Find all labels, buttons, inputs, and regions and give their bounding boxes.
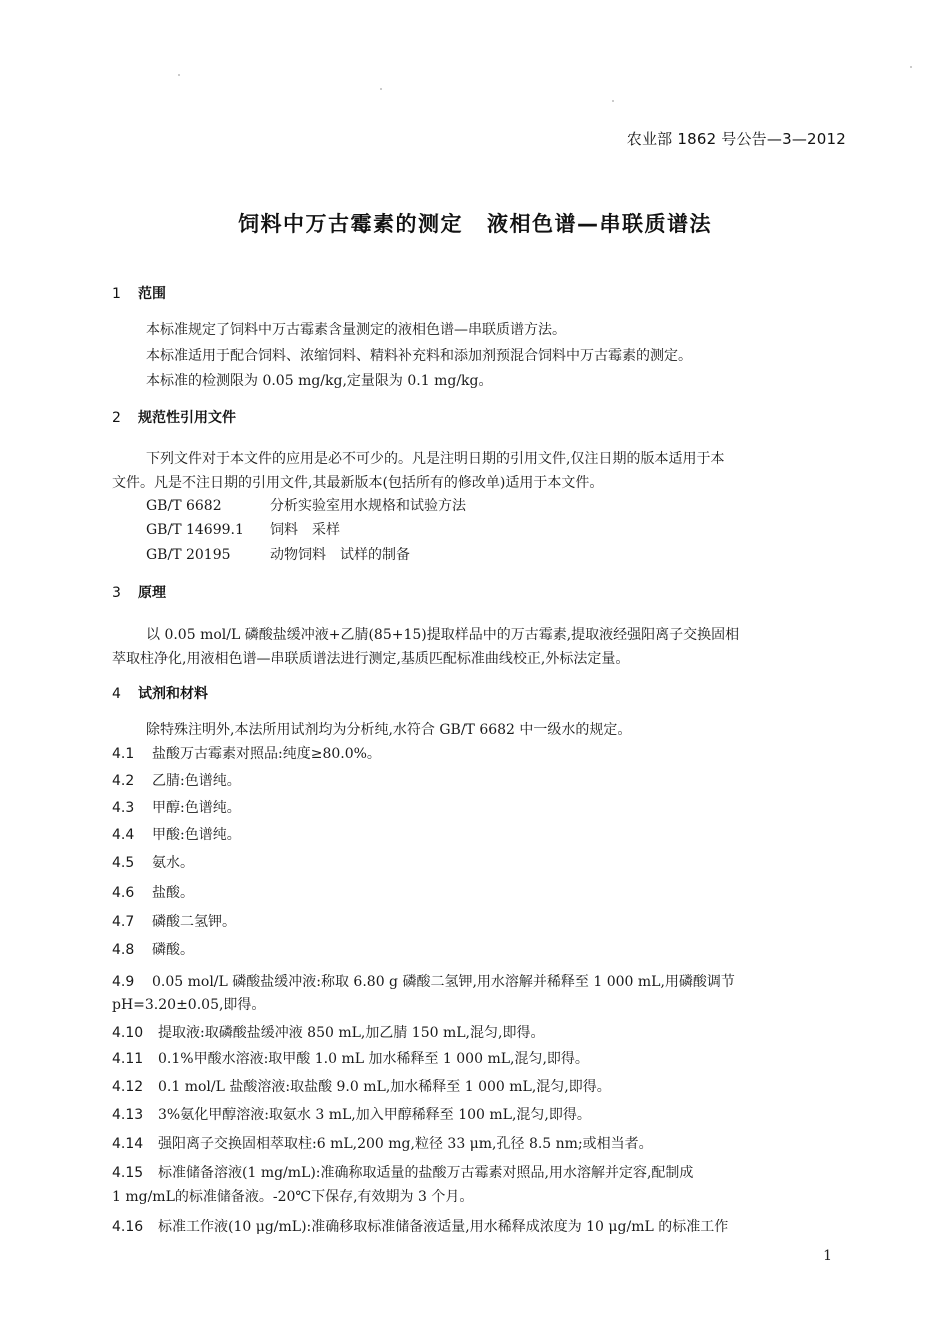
paragraph-line: 萃取柱净化,用液相色谱—串联质谱法进行测定,基质匹配标准曲线校正,外标法定量。 [112,651,630,667]
normative-reference [146,521,340,539]
list-item [112,1218,728,1236]
item-number: 4.14 [112,1136,144,1152]
list-item [112,826,241,844]
paragraph-line: 文件。凡是不注日期的引用文件,其最新版本(包括所有的修改单)适用于本文件。 [112,475,604,491]
title-part-1: 饲料中万古霉素的测定 [238,212,463,236]
item-number: 4.13 [112,1107,144,1123]
item-number: 4.2 [112,773,135,789]
item-number: 4.1 [112,746,135,762]
section-title: 规范性引用文件 [138,410,236,426]
item-number: 4.16 [112,1219,144,1235]
reference-code: GB/T 6682 [146,498,222,514]
list-item [112,854,194,872]
item-text: 磷酸二氢钾。 [152,914,236,930]
list-item [112,1135,653,1153]
item-text: 磷酸。 [152,942,194,958]
section-title: 原理 [138,585,166,601]
paragraph-line: 本标准规定了饲料中万古霉素含量测定的液相色谱—串联质谱方法。 [146,322,566,338]
list-item [112,772,241,790]
scan-speck [178,74,180,76]
section-number: 4 [112,686,121,702]
normative-reference [146,497,466,515]
item-text: 0.1 mol/L 盐酸溶液:取盐酸 9.0 mL,加水稀释至 1 000 mL,混匀,即得。 [158,1079,611,1095]
scan-speck [910,66,912,68]
item-number: 4.12 [112,1079,144,1095]
list-item [112,1106,591,1124]
item-number: 4.10 [112,1025,144,1041]
item-text: 盐酸万古霉素对照品:纯度≥80.0%。 [152,746,381,762]
item-number: 4.11 [112,1051,144,1067]
list-item-continuation: 1 mg/mL的标准储备液。-20℃下保存,有效期为 3 个月。 [112,1189,474,1205]
item-text: 标准储备溶液(1 mg/mL):准确称取适量的盐酸万古霉素对照品,用水溶解并定容,配制成 [158,1165,694,1181]
normative-reference [146,546,410,564]
section-title: 试剂和材料 [138,686,208,702]
paragraph-line: 本标准的检测限为 0.05 mg/kg,定量限为 0.1 mg/kg。 [146,373,493,389]
item-text: 0.05 mol/L 磷酸盐缓冲液:称取 6.80 g 磷酸二氢钾,用水溶解并稀释至 1 000 mL,用磷酸调节 [152,974,735,990]
item-number: 4.5 [112,855,135,871]
reference-name: 分析实验室用水规格和试验方法 [270,498,466,514]
item-number: 4.7 [112,914,135,930]
item-number: 4.4 [112,827,135,843]
section-1-heading [112,283,166,303]
paragraph-line: 下列文件对于本文件的应用是必不可少的。凡是注明日期的引用文件,仅注日期的版本适用于本 [146,451,725,467]
item-text: 提取液:取磷酸盐缓冲液 850 mL,加乙腈 150 mL,混匀,即得。 [158,1025,545,1041]
section-3-heading [112,582,166,602]
item-text: 甲醇:色谱纯。 [152,800,241,816]
page-number: 1 [823,1248,832,1264]
item-text: 标准工作液(10 μg/mL):准确移取标准储备液适量,用水稀释成浓度为 10 μg/mL 的标准工作 [158,1219,729,1235]
paragraph-line: 本标准适用于配合饲料、浓缩饲料、精料补充料和添加剂预混合饲料中万古霉素的测定。 [146,348,692,364]
item-text: 盐酸。 [152,885,194,901]
section-4-heading [112,683,208,703]
item-text: 3%氨化甲醇溶液:取氨水 3 mL,加入甲醇稀释至 100 mL,混匀,即得。 [158,1107,591,1123]
item-number: 4.6 [112,885,135,901]
page-title [0,208,950,238]
list-item [112,1078,611,1096]
list-item [112,884,194,902]
item-text: 乙腈:色谱纯。 [152,773,241,789]
section-2-heading [112,407,236,427]
list-item [112,973,735,991]
section-number: 1 [112,286,121,302]
item-text: 甲酸:色谱纯。 [152,827,241,843]
item-number: 4.9 [112,974,135,990]
list-item [112,1050,589,1068]
list-item [112,799,241,817]
item-text: 强阳离子交换固相萃取柱:6 mL,200 mg,粒径 33 μm,孔径 8.5 nm;或相当者。 [158,1136,653,1152]
reference-code: GB/T 20195 [146,547,231,563]
paragraph-line: 以 0.05 mol/L 磷酸盐缓冲液+乙腈(85+15)提取样品中的万古霉素,提取液经强阳离子交换固相 [146,627,740,643]
scan-speck [380,88,382,90]
title-part-2: 液相色谱—串联质谱法 [487,212,712,236]
section-number: 3 [112,585,121,601]
list-item-continuation: pH=3.20±0.05,即得。 [112,997,266,1013]
reference-name: 饲料 采样 [270,522,340,538]
item-number: 4.3 [112,800,135,816]
paragraph-line: 除特殊注明外,本法所用试剂均为分析纯,水符合 GB/T 6682 中一级水的规定。 [146,722,632,738]
item-text: 0.1%甲酸水溶液:取甲酸 1.0 mL 加水稀释至 1 000 mL,混匀,即得。 [158,1051,589,1067]
standard-code-header: 农业部 1862 号公告—3—2012 [626,130,846,148]
list-item [112,1024,544,1042]
list-item [112,913,236,931]
list-item [112,1164,693,1182]
list-item [112,745,381,763]
list-item [112,941,194,959]
section-title: 范围 [138,286,166,302]
scan-speck [612,100,614,102]
reference-code: GB/T 14699.1 [146,522,244,538]
item-number: 4.15 [112,1165,144,1181]
item-number: 4.8 [112,942,135,958]
section-number: 2 [112,410,121,426]
reference-name: 动物饲料 试样的制备 [270,547,410,563]
item-text: 氨水。 [152,855,194,871]
